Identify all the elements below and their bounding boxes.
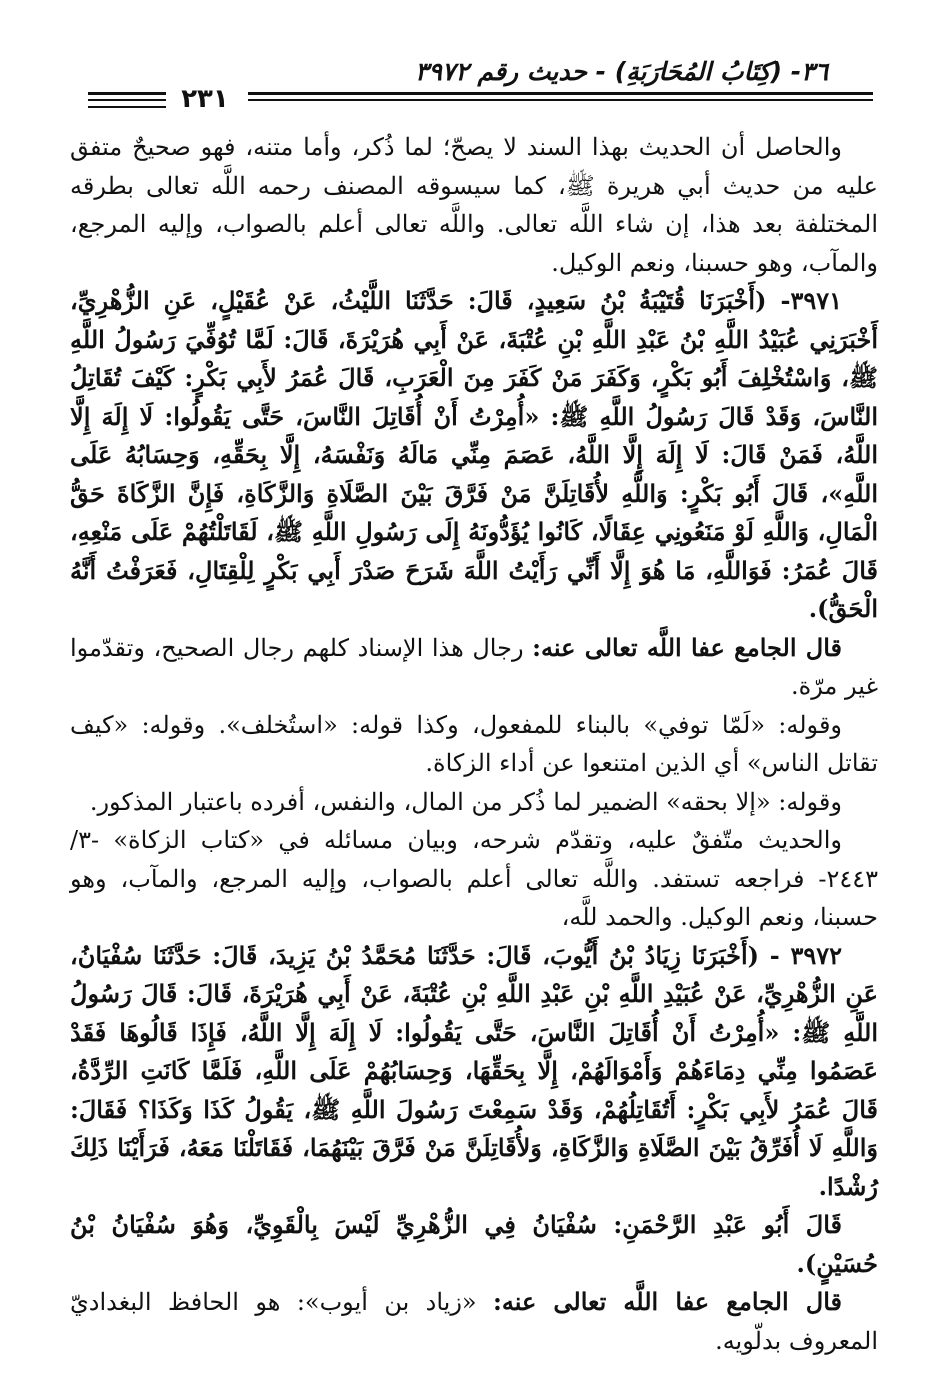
compiler-lead-2: قال الجامع عفا اللَّه تعالى عنه: [493,1287,842,1316]
paragraph-compiler-note-1 [70,629,878,706]
hadith-3971: ٣٩٧١- (أَخْبَرَنَا قُتَيْبَةُ بْنُ سَعِيدٍ، قَالَ: حَدَّثَنَا اللَّيْثُ، عَنْ عُقَيْلٍ، عَنِ الزُّهْرِيِّ، أَخْبَرَنِي عُبَيْدُ اللَّهِ بْنُ عَبْدِ اللَّهِ بْنِ عُتْبَةَ، عَنْ أَبِي هُرَيْرَةَ، قَالَ: لَمَّا تُوُفِّيَ رَسُولُ اللَّهِ ﷺ، وَاسْتُخْلِفَ أَبُو بَكْرٍ، وَكَفَرَ مَنْ كَفَرَ مِنَ الْعَرَبِ، قَالَ عُمَرُ لأَبِي بَكْرٍ: كَيْفَ تُقَاتِلُ النَّاسَ، وَقَدْ قَالَ رَسُولُ اللَّهِ ﷺ: «أُمِرْتُ أَنْ أُقَاتِلَ النَّاسَ، حَتَّى يَقُولُوا: لَا إِلَهَ إِلَّا اللَّهُ، فَمَنْ قَالَ: لَا إِلَهَ إِلَّا اللَّهُ، عَصَمَ مِنِّي مَالَهُ وَنَفْسَهُ، إِلَّا بِحَقِّهِ، وَحِسَابُهُ عَلَى اللَّهِ»، قَالَ أَبُو بَكْرٍ: وَاللَّهِ لأُقَاتِلَنَّ مَنْ فَرَّقَ بَيْنَ الصَّلَاةِ وَالزَّكَاةِ، فَإِنَّ الزَّكَاةَ حَقُّ الْمَالِ، وَاللَّهِ لَوْ مَنَعُونِي عِقَالًا، كَانُوا يُؤَدُّونَهُ إِلَى رَسُولِ اللَّهِ ﷺ، لَقَاتَلْتُهُمْ عَلَى مَنْعِهِ، قَالَ عُمَرُ: فَوَاللَّهِ، مَا هُوَ إِلَّا أَنِّي رَأَيْتُ اللَّهَ شَرَحَ صَدْرَ أَبِي بَكْرٍ لِلْقِتَالِ، فَعَرَفْتُ أَنَّهُ الْحَقُّ). [70,286,879,623]
header-rule-bottom [248,99,873,101]
compiler-note-2-text: «زياد بن أيوب»: هو الحافظ البغداديّ المعروف بدلّويه. [70,1288,878,1355]
header-rule-top [248,92,873,95]
hadith-3972-author-note: قَالَ أَبُو عَبْدِ الرَّحْمَنِ: سُفْيَانُ فِي الزُّهْرِيِّ لَيْسَ بِالْقَوِيِّ، وَهُوَ سُفْيَانُ بْنُ حُسَيْنٍ). [70,1210,878,1278]
compiler-lead-1: قال الجامع عفا اللَّه تعالى عنه: [532,632,843,662]
paragraph-word-explanation: وقوله: «لَمّا توفي» بالبناء للمفعول، وكذا قوله: «استُخلف». وقوله: «كيف تقاتل الناس» أي الذين امتنعوا عن أداء الزكاة. [70,710,878,777]
page-number-rule-middle [88,99,166,101]
paragraph-compiler-note-2 [70,1283,878,1360]
page-number: ٢٣١ [181,84,229,114]
page-number-rule-bottom [88,106,166,108]
paragraph-takhrij: والحديث متّفقٌ عليه، وتقدّم شرحه، وبيان مسائله في «كتاب الزكاة» -٣/ ٢٤٤٣- فراجعه تستفد. واللَّه تعالى أعلم بالصواب، وإليه المرجع، والمآب، وهو حسبنا، ونعم الوكيل. والحمد للَّه، [70,826,878,931]
paragraph-pronoun-note: وقوله: «إلا بحقه» الضمير لما ذُكر من المال، والنفس، أفرده باعتبار المذكور. [89,787,842,816]
page-number-rule-top [88,92,166,95]
paragraph-conclusion: والحاصل أن الحديث بهذا السند لا يصحّ؛ لما ذُكر، وأما متنه، فهو صحيحٌ متفق عليه من حديث أبي هريرة ﷺ، كما سيسوقه المصنف رحمه اللَّه تعالى بطرقه المختلفة بعد هذا، إن شاء اللَّه تعالى. واللَّه تعالى أعلم بالصواب، وإليه المرجع، والمآب، وهو حسبنا، ونعم الوكيل. [70,133,878,277]
compiler-note-1-text: رجال هذا الإسناد كلهم رجال الصحيح، وتقدّموا غير مرّة. [70,633,878,700]
hadith-3972: ٣٩٧٢ - (أَخْبَرَنَا زِيَادُ بْنُ أَيُّوبَ، قَالَ: حَدَّثَنَا مُحَمَّدُ بْنُ يَزِيدَ، قَالَ: حَدَّثَنَا سُفْيَانُ، عَنِ الزُّهْرِيِّ، عَنْ عُبَيْدِ اللَّهِ بْنِ عَبْدِ اللَّهِ بْنِ عُتْبَةَ، عَنْ أَبِي هُرَيْرَةَ، قَالَ: قَالَ رَسُولُ اللَّهِ ﷺ: «أُمِرْتُ أَنْ أُقَاتِلَ النَّاسَ، حَتَّى يَقُولُوا: لَا إِلَهَ إِلَّا اللَّهُ، فَإِذَا قَالُوهَا فَقَدْ عَصَمُوا مِنِّي دِمَاءَهُمْ وَأَمْوَالَهُمْ، إِلَّا بِحَقِّهَا، وَحِسَابُهُمْ عَلَى اللَّهِ، فَلَمَّا كَانَتِ الرِّدَّةُ، قَالَ عُمَرُ لأَبِي بَكْرٍ: أَتُقَاتِلُهُمْ، وَقَدْ سَمِعْتَ رَسُولَ اللَّهِ ﷺ، يَقُولُ كَذَا وَكَذَا؟ فَقَالَ: وَاللَّهِ لَا أُفَرِّقُ بَيْنَ الصَّلَاةِ وَالزَّكَاةِ، وَلأُقَاتِلَنَّ مَنْ فَرَّقَ بَيْنَهُمَا، فَقَاتَلْنَا مَعَهُ، فَرَأَيْنَا ذَلِكَ رُشْدًا. [70,940,878,1201]
main-text [70,128,879,1355]
running-title: ٣٦- (كِتَابُ المُحَارَبَةِ) - حديث رقم ٣٩٧٢ [415,57,828,86]
